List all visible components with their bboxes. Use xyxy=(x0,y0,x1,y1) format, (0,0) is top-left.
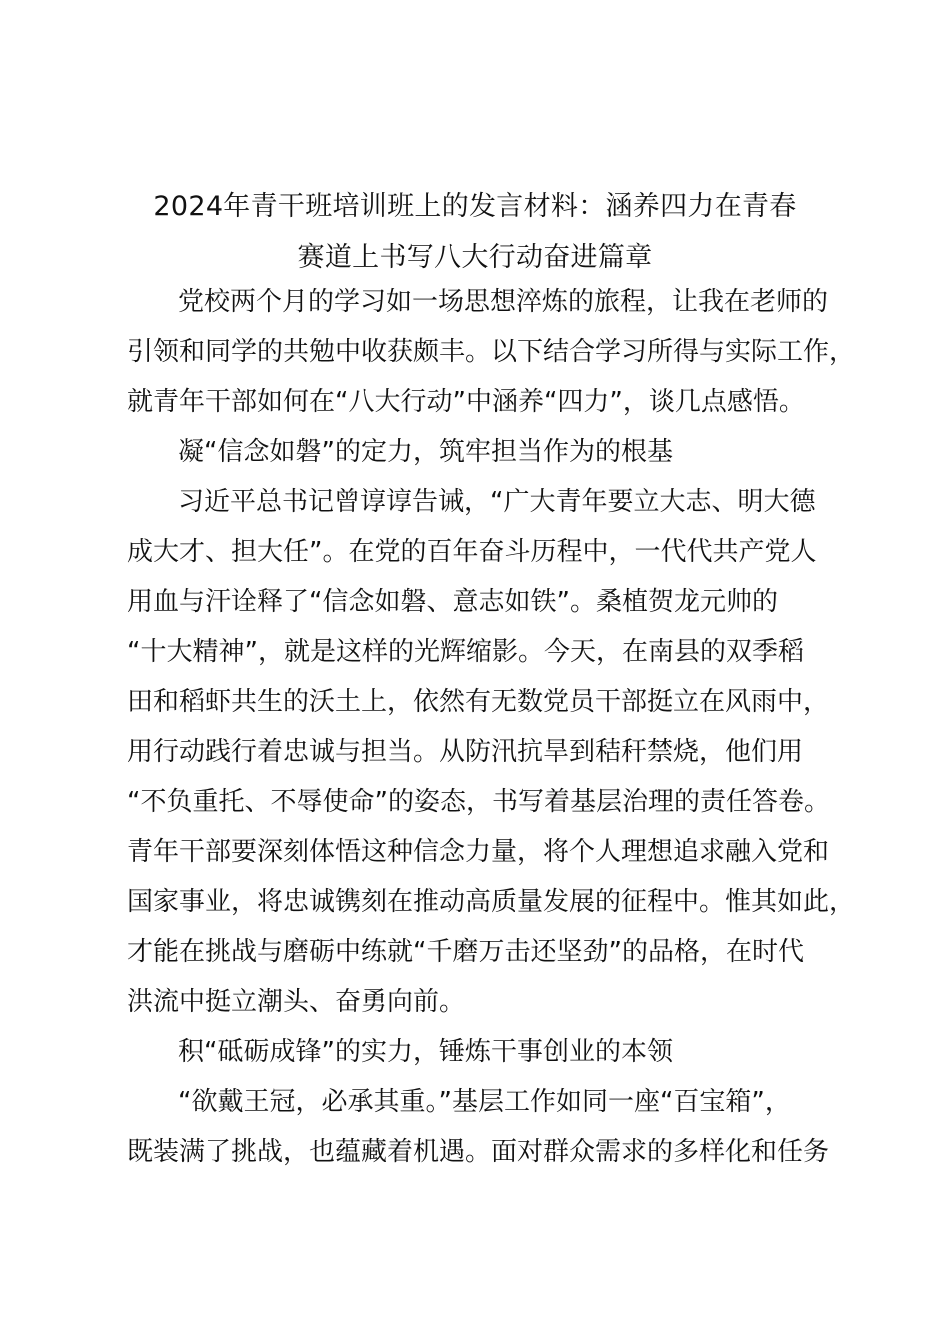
body-line: 用行动践行着忠诚与担当。从防汛抗旱到秸秆禁烧，他们用 xyxy=(127,737,804,767)
body-line: “十大精神”，就是这样的光辉缩影。今天，在南县的双季稻 xyxy=(127,637,804,667)
document-title-line-2: 赛道上书写八大行动奋进篇章 xyxy=(297,242,653,273)
body-line: 引领和同学的共勉中收获颇丰。以下结合学习所得与实际工作， xyxy=(127,337,856,367)
body-line: 习近平总书记曾谆谆告诫，“广大青年要立大志、明大德 xyxy=(178,487,816,517)
document-title-line-1: 2024年青干班培训班上的发言材料：涵养四力在青春 xyxy=(153,191,797,222)
body-line: 青年干部要深刻体悟这种信念力量，将个人理想追求融入党和 xyxy=(127,837,830,867)
body-line: 既装满了挑战，也蕴藏着机遇。面对群众需求的多样化和任务 xyxy=(127,1137,830,1167)
body-line: “不负重托、不辱使命”的姿态，书写着基层治理的责任答卷。 xyxy=(127,787,830,817)
body-line: 才能在挑战与磨砺中练就“千磨万击还坚劲”的品格，在时代 xyxy=(127,937,804,967)
body-line: 就青年干部如何在“八大行动”中涵养“四力”，谈几点感悟。 xyxy=(127,387,805,417)
section-heading: 凝“信念如磐”的定力，筑牢担当作为的根基 xyxy=(178,437,673,467)
section-heading: 积“砥砺成锋”的实力，锤炼干事创业的本领 xyxy=(178,1037,673,1067)
body-line: 党校两个月的学习如一场思想淬炼的旅程，让我在老师的 xyxy=(178,287,829,317)
body-line: 国家事业，将忠诚镌刻在推动高质量发展的征程中。惟其如此， xyxy=(127,887,856,917)
body-line: 成大才、担大任”。在党的百年奋斗历程中，一代代共产党人 xyxy=(127,537,817,567)
body-line: “欲戴王冠，必承其重。”基层工作如同一座“百宝箱”， xyxy=(178,1087,791,1117)
body-line: 洪流中挺立潮头、奋勇向前。 xyxy=(127,987,466,1017)
body-line: 田和稻虾共生的沃土上，依然有无数党员干部挺立在风雨中， xyxy=(127,687,830,717)
body-line: 用血与汗诠释了“信念如磐、意志如铁”。桑植贺龙元帅的 xyxy=(127,587,778,617)
